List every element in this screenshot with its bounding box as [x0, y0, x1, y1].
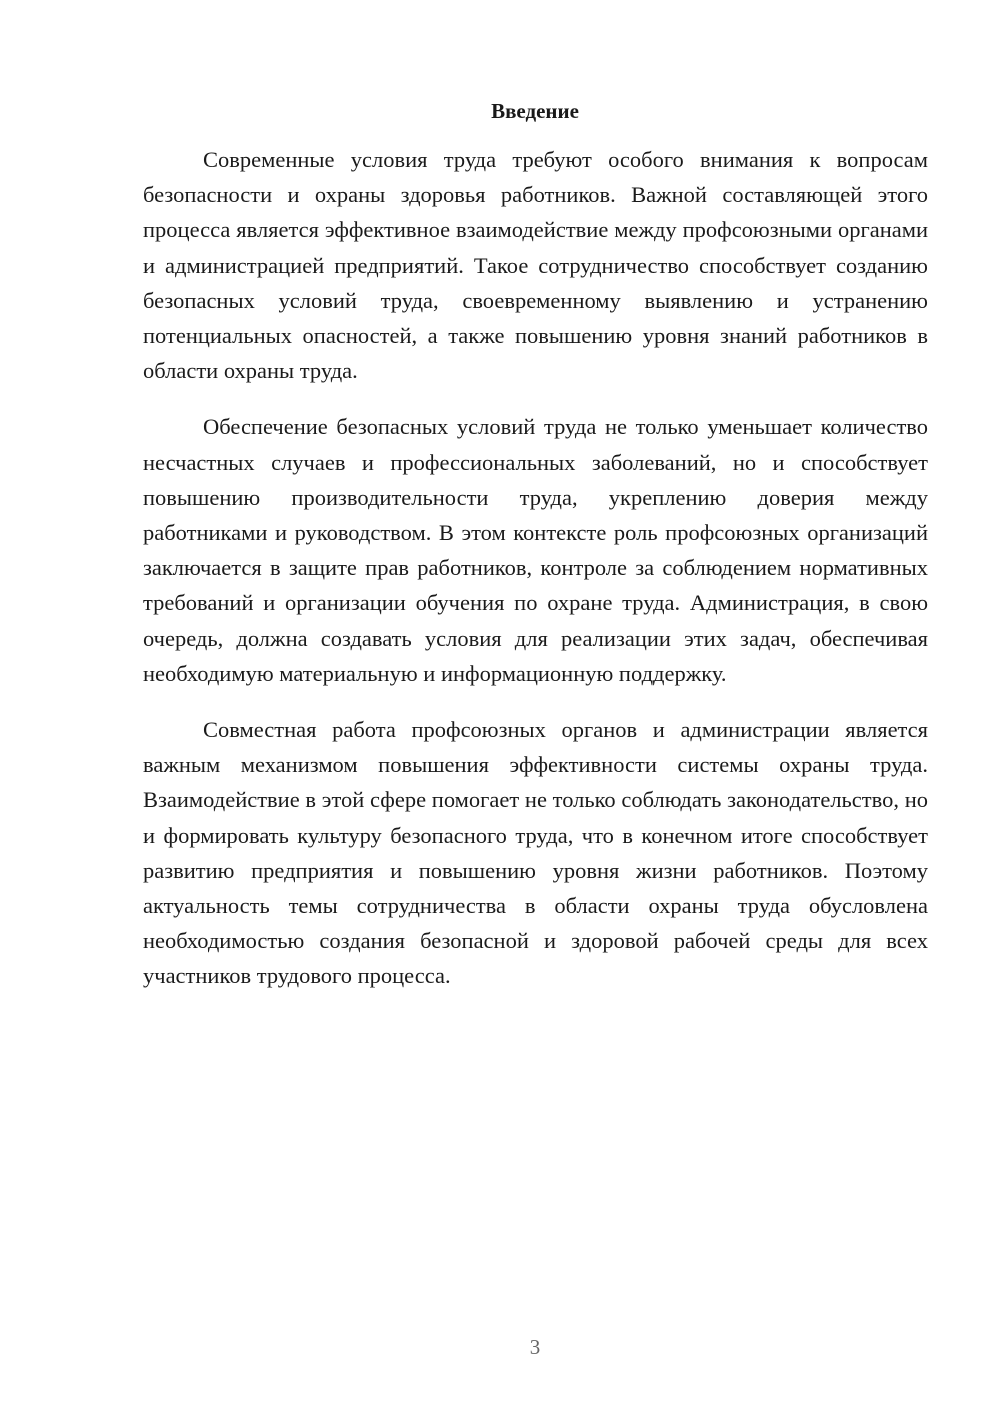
- section-title: Введение: [491, 99, 579, 123]
- paragraph-3: Совместная работа профсоюзных органов и администрации является важным механизмом повышения эффективности системы охраны труда. Взаимодействие в этой сфере помогает не только соблюдать законодательство, но и формировать культуру безопасного труда, что в конечном итоге способствует развитию предприятия и повышению уровня жизни работников. Поэтому актуальность темы сотрудничества в области охраны труда обусловлена необходимостью создания безопасной и здоровой рабочей среды для всех участников трудового процесса.: [143, 717, 928, 989]
- paragraph-2: Обеспечение безопасных условий труда не только уменьшает количество несчастных случаев и профессиональных заболеваний, но и способствует повышению производительности труда, укреплению доверия между работниками и руководством. В этом контексте роль профсоюзных организаций заключается в защите прав работников, контроле за соблюдением нормативных требований и организации обучения по охране труда. Администрация, в свою очередь, должна создавать условия для реализации этих задач, обеспечивая необходимую материальную и информационную поддержку.: [143, 414, 928, 686]
- page-number: 3: [529, 1335, 541, 1359]
- paragraph-1: Современные условия труда требуют особого внимания к вопросам безопасности и охраны здоровья работников. Важной составляющей этого процесса является эффективное взаимодействие между профсоюзными органами и администрацией предприятий. Такое сотрудничество способствует созданию безопасных условий труда, своевременному выявлению и устранению потенциальных опасностей, а также повышению уровня знаний работников в области охраны труда.: [143, 147, 928, 384]
- body-text: [143, 142, 928, 1015]
